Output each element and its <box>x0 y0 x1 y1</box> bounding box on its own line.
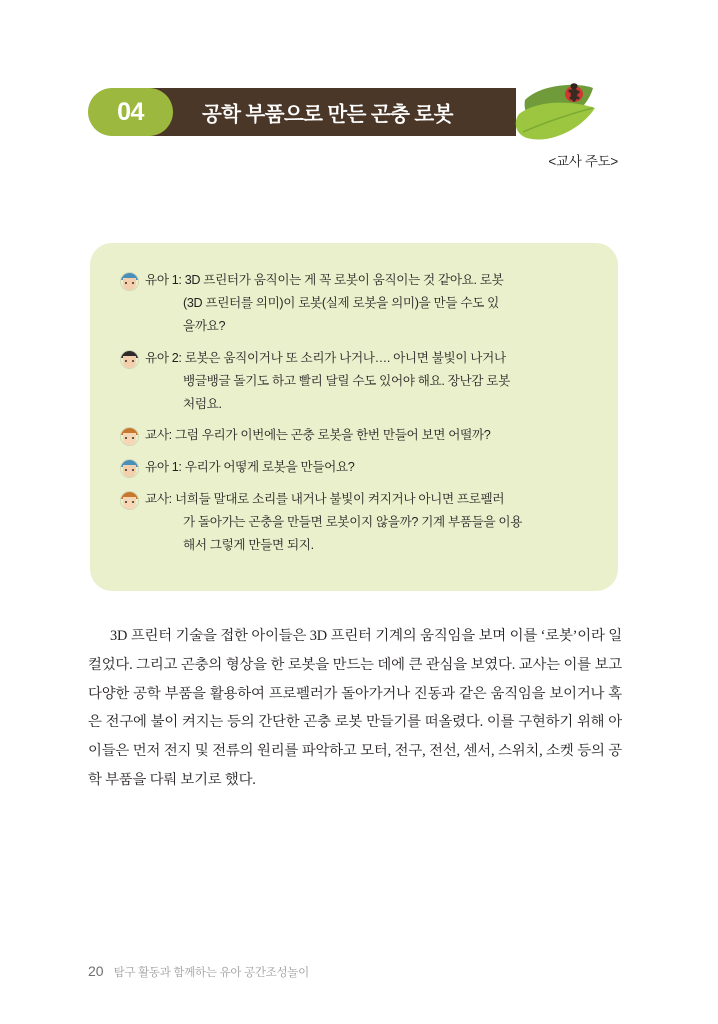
dialogue-continuation: 처럼요. <box>183 396 222 411</box>
dialogue-text <box>145 488 588 557</box>
section-subtitle: <교사 주도> <box>548 154 618 169</box>
chapter-number: 04 <box>117 97 144 126</box>
dialogue-speaker: 교사: <box>145 428 172 443</box>
chapter-title-bar <box>136 88 516 136</box>
dialogue-body: 우리가 어떻게 로봇을 만들어요? <box>184 460 355 475</box>
child-blue-hair-avatar <box>120 272 139 291</box>
chapter-title: 공학 부품으로 만든 곤충 로봇 <box>202 103 453 126</box>
dialogue-line <box>120 488 588 557</box>
chapter-header <box>88 88 588 136</box>
dialogue-continuation: (3D 프린터를 의미)이 로봇(실제 로봇을 의미)을 만들 수도 있 <box>183 295 499 310</box>
chapter-number-badge <box>88 88 173 136</box>
dialogue-text <box>145 424 588 447</box>
child-blue-hair-avatar <box>120 459 139 478</box>
dialogue-line <box>120 347 588 416</box>
dialogue-continuation: 해서 그렇게 만들면 되지. <box>183 538 314 553</box>
child-dark-hair-avatar <box>120 350 139 369</box>
dialogue-speaker: 교사: <box>145 492 172 507</box>
teacher-avatar <box>120 427 139 446</box>
teacher-avatar <box>120 491 139 510</box>
dialogue-body: 너희들 말대로 소리를 내거나 불빛이 켜지거나 아니면 프로펠러 <box>174 492 505 507</box>
dialogue-line <box>120 424 588 447</box>
dialogue-continuation: 뱅글뱅글 돌기도 하고 빨리 달릴 수도 있어야 해요. 장난감 로봇 <box>183 373 510 388</box>
dialogue-line <box>120 269 588 338</box>
dialogue-body: 그럼 우리가 이번에는 곤충 로봇을 한번 만들어 보면 어떨까? <box>174 428 491 443</box>
body-paragraph: 3D 프린터 기술을 접한 아이들은 3D 프린터 기계의 움직임을 보며 이를 ‘로봇’이라 일컬었다. 그리고 곤충의 형상을 한 로봇을 만드는 데에 큰 관심을 보였다. 교사는 이를 보고 다양한 공학 부품을 활용하여 프로펠러가 돌아가거나 진동과 같은 움직임을 보이거나 혹은 전구에 불이 켜지는 등의 간단한 곤충 로봇 만들기를 떠올렸다. 이를 구현하기 위해 아이들은 먼저 전지 및 전류의 원리를 파악하고 모터, 전구, 전선, 센서, 스위치, 소켓 등의 공학 부품을 다뤄 보기로 했다. <box>88 628 622 789</box>
page-footer <box>88 963 309 980</box>
dialogue-body: 3D 프린터가 움직이는 게 꼭 로봇이 움직이는 것 같아요. 로봇 <box>184 273 504 287</box>
dialogue-speaker: 유아 1: <box>145 460 182 475</box>
dialogue-text <box>145 456 588 479</box>
dialogue-body: 로봇은 움직이거나 또 소리가 나거나…. 아니면 불빛이 나거나 <box>184 350 506 365</box>
dialogue-text <box>145 269 588 338</box>
leaf-decoration-icon <box>483 80 608 150</box>
running-header-text: 탐구 활동과 함께하는 유아 공간조성놀이 <box>113 967 309 979</box>
dialogue-line <box>120 456 588 479</box>
page-number: 20 <box>88 963 104 979</box>
dialogue-text <box>145 347 588 416</box>
dialogue-speaker: 유아 1: <box>145 273 182 287</box>
dialogue-speaker: 유아 2: <box>145 350 182 365</box>
dialogue-box <box>90 243 618 591</box>
dialogue-continuation: 가 돌아가는 곤충을 만들면 로봇이지 않을까? 기계 부품들을 이용 <box>183 515 523 530</box>
dialogue-continuation: 을까요? <box>183 318 226 333</box>
